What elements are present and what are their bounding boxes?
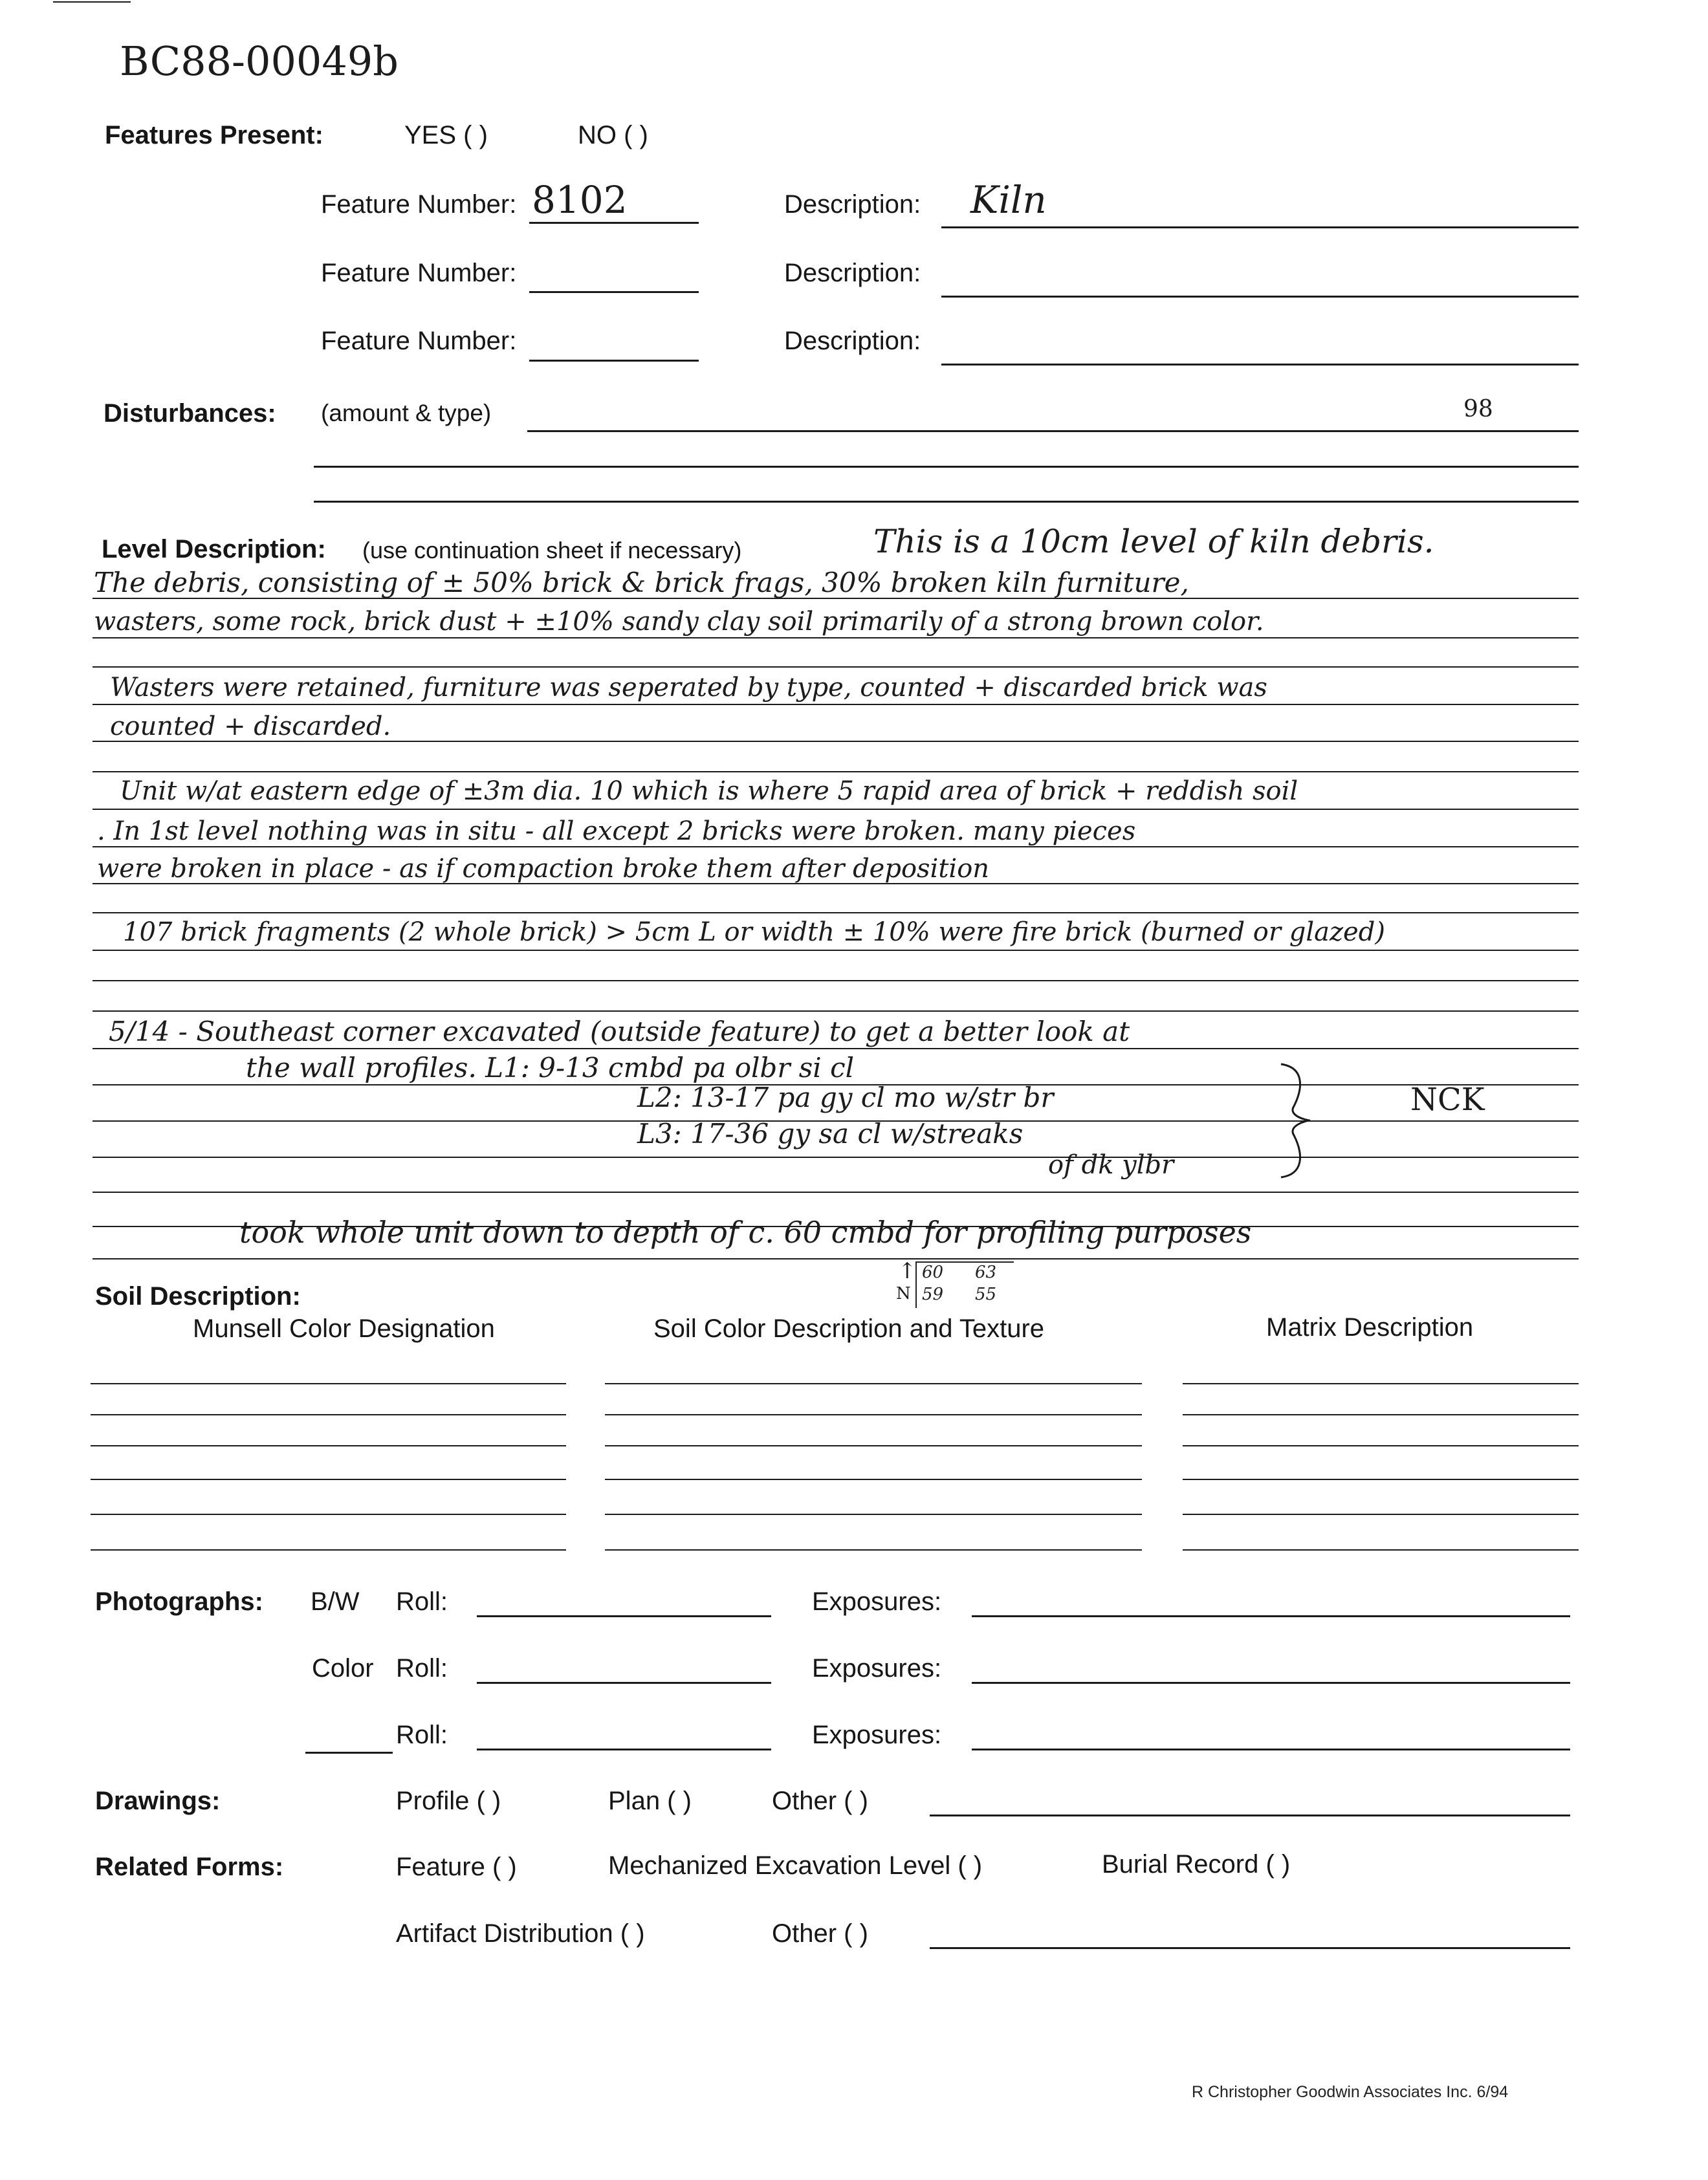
photo-exposures-line-1[interactable] [972, 1615, 1570, 1617]
level-desc-line-3[interactable]: wasters, some rock, brick dust + ±10% sandy clay soil primarily of a strong brown color. [94, 607, 1264, 637]
description-line-1 [941, 226, 1579, 228]
level-desc-line-5[interactable]: counted + discarded. [110, 712, 391, 741]
disturbances-label: Disturbances: [104, 399, 276, 428]
level-rule-3 [93, 666, 1579, 668]
photo-exposures-label-3: Exposures: [812, 1721, 942, 1749]
photo-roll-line-2[interactable] [477, 1682, 771, 1684]
disturbances-line-2 [314, 466, 1579, 468]
soil-column-color-texture: Soil Color Description and Texture [653, 1314, 1045, 1343]
soil-column-matrix: Matrix Description [1266, 1313, 1474, 1342]
soil-matrix-line[interactable] [1183, 1549, 1579, 1551]
level-rule-6 [93, 771, 1579, 772]
feature-number-label-3: Feature Number: [321, 327, 517, 355]
level-rule-5 [93, 741, 1579, 742]
bracket-note: NCK [1410, 1082, 1485, 1118]
photo-roll-line-1[interactable] [477, 1615, 771, 1617]
feature-number-label-1: Feature Number: [321, 190, 517, 219]
soil-munsell-line[interactable] [91, 1479, 566, 1480]
drawing-option-plan[interactable]: Plan ( ) [608, 1787, 692, 1815]
photo-roll-line-3[interactable] [477, 1749, 771, 1750]
features-no-option[interactable]: NO ( ) [578, 121, 648, 149]
photo-exposures-label-1: Exposures: [812, 1587, 942, 1616]
level-desc-line-10[interactable]: 5/14 - Southeast corner excavated (outside feature) to get a better look at [109, 1016, 1130, 1047]
level-desc-line-8[interactable]: were broken in place - as if compaction broke them after deposition [97, 854, 990, 884]
depth-grid [915, 1261, 1014, 1308]
disturbances-sublabel: (amount & type) [321, 400, 492, 426]
soil-matrix-line[interactable] [1183, 1514, 1579, 1515]
description-line-2 [941, 296, 1579, 298]
drawing-option-other[interactable]: Other ( ) [772, 1787, 868, 1815]
level-rule-10 [93, 912, 1579, 913]
soil-munsell-line[interactable] [91, 1414, 566, 1415]
level-rule-14 [93, 1048, 1579, 1049]
feature-number-line-1 [529, 222, 699, 224]
description-label-3: Description: [784, 327, 921, 355]
related-form-artifact[interactable]: Artifact Distribution ( ) [396, 1919, 645, 1948]
photo-type-color: Color [312, 1654, 374, 1683]
soil-texture-line[interactable] [605, 1514, 1142, 1515]
level-rule-4 [93, 704, 1579, 705]
level-rule-2 [93, 637, 1579, 638]
level-rule-7 [93, 809, 1579, 810]
level-desc-line-14[interactable]: of dk ylbr [1048, 1150, 1174, 1180]
drawing-other-line[interactable] [930, 1815, 1570, 1816]
level-rule-12 [93, 980, 1579, 981]
soil-matrix-line[interactable] [1183, 1383, 1579, 1384]
features-present-label: Features Present: [105, 121, 323, 149]
photo-type-blank-line[interactable] [305, 1752, 393, 1754]
feature-number-value-1[interactable]: 8102 [532, 178, 628, 222]
level-rule-9 [93, 883, 1579, 884]
soil-texture-line[interactable] [605, 1445, 1142, 1446]
feature-number-line-3 [529, 360, 699, 362]
description-line-3 [941, 364, 1579, 365]
level-desc-line-9[interactable]: 107 brick fragments (2 whole brick) > 5cm L or width ± 10% were fire brick (burned or glazed) [123, 917, 1385, 947]
level-desc-line-11[interactable]: the wall profiles. L1: 9-13 cmbd pa olbr si cl [246, 1052, 855, 1084]
soil-matrix-line[interactable] [1183, 1479, 1579, 1480]
level-rule-18 [93, 1192, 1579, 1193]
level-rule-20 [93, 1258, 1579, 1259]
soil-texture-line[interactable] [605, 1383, 1142, 1384]
level-rule-13 [93, 1010, 1579, 1012]
related-form-feature[interactable]: Feature ( ) [396, 1853, 517, 1881]
level-desc-line-13[interactable]: L3: 17-36 gy sa cl w/streaks [637, 1118, 1024, 1150]
grid-value-se: 55 [975, 1285, 997, 1304]
description-label-1: Description: [784, 190, 921, 219]
soil-description-label: Soil Description: [95, 1282, 301, 1311]
grid-value-nw: 60 [922, 1263, 944, 1282]
description-label-2: Description: [784, 259, 921, 287]
photo-exposures-line-3[interactable] [972, 1749, 1570, 1750]
soil-texture-line[interactable] [605, 1479, 1142, 1480]
related-form-burial[interactable]: Burial Record ( ) [1102, 1850, 1291, 1879]
level-desc-line-6[interactable]: Unit w/at eastern edge of ±3m dia. 10 which is where 5 rapid area of brick + reddish soil [120, 776, 1298, 806]
soil-texture-line[interactable] [605, 1414, 1142, 1415]
level-desc-line-1[interactable]: This is a 10cm level of kiln debris. [873, 523, 1434, 560]
related-form-other[interactable]: Other ( ) [772, 1919, 868, 1948]
photographs-label: Photographs: [95, 1587, 263, 1616]
soil-munsell-line[interactable] [91, 1514, 566, 1515]
level-rule-17 [93, 1157, 1579, 1158]
level-rule-11 [93, 950, 1579, 951]
footer-credit: R Christopher Goodwin Associates Inc. 6/94 [1192, 2083, 1509, 2101]
soil-texture-line[interactable] [605, 1549, 1142, 1551]
level-description-label: Level Description: [102, 535, 326, 563]
related-form-other-line[interactable] [930, 1947, 1570, 1949]
level-rule-8 [93, 846, 1579, 847]
level-desc-line-2[interactable]: The debris, consisting of ± 50% brick & brick frags, 30% broken kiln furniture, [94, 567, 1189, 598]
drawings-label: Drawings: [95, 1787, 221, 1815]
disturbances-line-3 [314, 501, 1579, 503]
level-desc-line-12[interactable]: L2: 13-17 pa gy cl mo w/str br [637, 1082, 1054, 1113]
soil-munsell-line[interactable] [91, 1445, 566, 1446]
level-description-note: (use continuation sheet if necessary) [362, 537, 742, 563]
top-rule [53, 1, 131, 3]
disturbances-value[interactable]: 98 [1463, 396, 1493, 422]
feature-number-line-2 [529, 291, 699, 293]
feature-number-label-2: Feature Number: [321, 259, 517, 287]
photo-roll-label-1: Roll: [396, 1587, 448, 1616]
photo-exposures-line-2[interactable] [972, 1682, 1570, 1684]
related-forms-label: Related Forms: [95, 1853, 284, 1881]
photo-type-bw: B/W [311, 1587, 360, 1616]
description-value-1[interactable]: Kiln [970, 178, 1047, 222]
soil-matrix-line[interactable] [1183, 1445, 1579, 1446]
soil-column-munsell: Munsell Color Designation [193, 1314, 495, 1343]
north-label: N [896, 1284, 911, 1303]
level-rule-1 [93, 598, 1579, 599]
grid-value-ne: 63 [975, 1263, 997, 1282]
north-arrow-icon: ↑ [898, 1258, 917, 1284]
features-yes-option[interactable]: YES ( ) [404, 121, 488, 149]
related-form-mechanized[interactable]: Mechanized Excavation Level ( ) [608, 1851, 983, 1880]
disturbances-line-1 [527, 430, 1579, 432]
photo-exposures-label-2: Exposures: [812, 1654, 942, 1683]
grid-value-sw: 59 [922, 1285, 944, 1304]
soil-munsell-line[interactable] [91, 1383, 566, 1384]
bracket-brace [1278, 1061, 1317, 1181]
photo-roll-label-3: Roll: [396, 1721, 448, 1749]
level-desc-line-7[interactable]: . In 1st level nothing was in situ - all except 2 bricks were broken. many pieces [97, 816, 1136, 846]
soil-munsell-line[interactable] [91, 1549, 566, 1551]
document-id: BC88-00049b [120, 38, 399, 85]
level-desc-line-4[interactable]: Wasters were retained, furniture was seperated by type, counted + discarded brick was [110, 673, 1267, 703]
drawing-option-profile[interactable]: Profile ( ) [396, 1787, 501, 1815]
level-desc-line-15[interactable]: took whole unit down to depth of c. 60 cmbd for profiling purposes [239, 1215, 1252, 1250]
soil-matrix-line[interactable] [1183, 1414, 1579, 1415]
photo-roll-label-2: Roll: [396, 1654, 448, 1683]
